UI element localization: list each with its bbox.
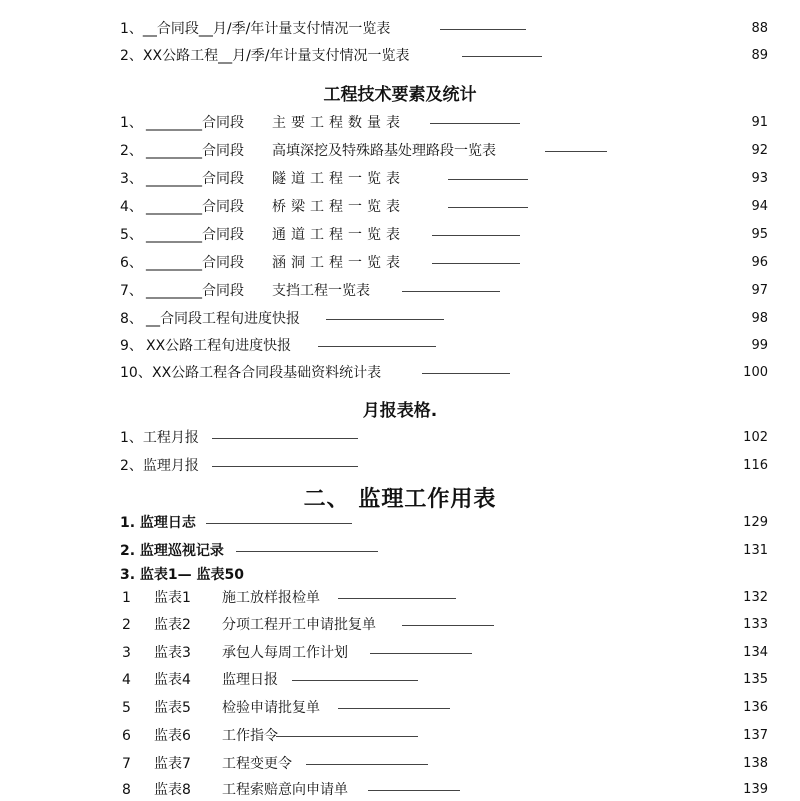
form-entry <box>0 642 800 664</box>
form-code: 监表5 <box>154 700 191 716</box>
toc-page-number: 99 <box>751 338 768 353</box>
form-entry <box>0 614 800 636</box>
toc-entry-label: 2、监理月报 <box>120 458 199 474</box>
form-number: 1 <box>122 590 131 606</box>
form-number: 3 <box>122 645 131 661</box>
entry-number: 8、 <box>120 311 143 327</box>
dot-leader <box>368 790 460 791</box>
toc-entry <box>0 540 800 562</box>
dot-leader <box>306 764 428 765</box>
dot-leader <box>545 151 607 152</box>
entry-number: 2、 <box>120 143 143 159</box>
form-number: 6 <box>122 728 131 744</box>
dot-leader <box>370 653 472 654</box>
form-code: 监表4 <box>154 672 191 688</box>
entry-number: 1、 <box>120 115 143 131</box>
toc-page-number: 136 <box>743 700 768 715</box>
toc-page-number: 116 <box>743 458 768 473</box>
form-entry <box>0 779 800 801</box>
toc-page-number: 97 <box>751 283 768 298</box>
toc-entry <box>0 224 800 246</box>
toc-entry-label: 1、__合同段__月/季/年计量支付情况一览表 <box>120 21 391 37</box>
toc-page-number: 133 <box>743 617 768 632</box>
entry-number: 5、 <box>120 227 143 243</box>
dot-leader <box>462 56 542 57</box>
toc-entry <box>0 280 800 302</box>
entry-number: 10、 <box>120 365 152 381</box>
toc-page-number: 134 <box>743 645 768 660</box>
form-title: 施工放样报检单 <box>222 590 320 606</box>
dot-leader <box>440 29 526 30</box>
form-title: 检验申请批复单 <box>222 700 320 716</box>
form-code: 监表1 <box>154 590 191 606</box>
entry-number: 4、 <box>120 199 143 215</box>
entry-segment: ________合同段 <box>146 199 244 215</box>
entry-number: 6、 <box>120 255 143 271</box>
entry-title: 主要工程数量表 <box>272 115 405 131</box>
form-number: 8 <box>122 782 131 798</box>
toc-entry <box>0 308 800 330</box>
toc-page-number: 138 <box>743 756 768 771</box>
dot-leader <box>236 551 378 552</box>
form-title: 承包人每周工作计划 <box>222 645 348 661</box>
toc-page-number: 94 <box>751 199 768 214</box>
toc-entry <box>0 252 800 274</box>
toc-page-number: 92 <box>751 143 768 158</box>
form-title: 工作指令 <box>222 728 278 744</box>
toc-page-number: 137 <box>743 728 768 743</box>
entry-title: 桥梁工程一览表 <box>272 199 405 215</box>
toc-entry-label: 1. 监理日志 <box>120 515 196 531</box>
form-title: 监理日报 <box>222 672 278 688</box>
form-number: 7 <box>122 756 131 772</box>
form-title: 工程索赔意向申请单 <box>222 782 348 798</box>
toc-page-number: 95 <box>751 227 768 242</box>
toc-entry <box>0 18 800 40</box>
toc-page-number: 131 <box>743 543 768 558</box>
toc-page-number: 98 <box>751 311 768 326</box>
form-entry <box>0 753 800 775</box>
dot-leader <box>338 598 456 599</box>
toc-page-number: 135 <box>743 672 768 687</box>
dot-leader <box>432 235 520 236</box>
dot-leader <box>212 466 358 467</box>
form-number: 2 <box>122 617 131 633</box>
form-entry <box>0 697 800 719</box>
toc-entry-label: 2、XX公路工程__月/季/年计量支付情况一览表 <box>120 48 410 64</box>
forms-subheading <box>0 564 800 586</box>
dot-leader <box>338 708 450 709</box>
entry-title: 涵洞工程一览表 <box>272 255 405 271</box>
dot-leader <box>432 263 520 264</box>
dot-leader <box>422 373 510 374</box>
dot-leader <box>326 319 444 320</box>
toc-entry-label: XX公路工程旬进度快报 <box>146 338 292 354</box>
form-entry <box>0 587 800 609</box>
toc-page-number: 129 <box>743 515 768 530</box>
form-code: 监表7 <box>154 756 191 772</box>
toc-entry-label: XX公路工程各合同段基础资料统计表 <box>152 365 382 381</box>
entry-title: 隧道工程一览表 <box>272 171 405 187</box>
dot-leader <box>448 179 528 180</box>
toc-entry <box>0 335 800 357</box>
dot-leader <box>318 346 436 347</box>
form-entry <box>0 669 800 691</box>
toc-entry-label: __合同段工程旬进度快报 <box>146 311 300 327</box>
toc-page-number: 93 <box>751 171 768 186</box>
entry-number: 7、 <box>120 283 143 299</box>
entry-title: 通道工程一览表 <box>272 227 405 243</box>
section-heading-monthly: 月报表格. <box>362 401 438 421</box>
toc-entry <box>0 140 800 162</box>
entry-number: 9、 <box>120 338 143 354</box>
entry-segment: ________合同段 <box>146 143 244 159</box>
toc-page-number: 88 <box>751 21 768 36</box>
form-title: 工程变更令 <box>222 756 292 772</box>
toc-page-number: 132 <box>743 590 768 605</box>
toc-page-number: 102 <box>743 430 768 445</box>
toc-entry <box>0 168 800 190</box>
form-code: 监表6 <box>154 728 191 744</box>
form-title: 分项工程开工申请批复单 <box>222 617 376 633</box>
toc-page-number: 96 <box>751 255 768 270</box>
toc-page-number: 100 <box>743 365 768 380</box>
entry-segment: ________合同段 <box>146 255 244 271</box>
form-number: 4 <box>122 672 131 688</box>
dot-leader <box>402 625 494 626</box>
dot-leader <box>276 736 418 737</box>
entry-segment: ________合同段 <box>146 227 244 243</box>
entry-title: 支挡工程一览表 <box>272 283 370 299</box>
toc-entry <box>0 196 800 218</box>
entry-segment: ________合同段 <box>146 283 244 299</box>
form-entry <box>0 725 800 747</box>
dot-leader <box>448 207 528 208</box>
entry-title: 高填深挖及特殊路基处理路段一览表 <box>272 143 496 159</box>
dot-leader <box>402 291 500 292</box>
toc-entry-label: 1、工程月报 <box>120 430 199 446</box>
toc-entry <box>0 455 800 477</box>
dot-leader <box>430 123 520 124</box>
entry-segment: ________合同段 <box>146 115 244 131</box>
toc-entry <box>0 362 800 384</box>
toc-entry <box>0 112 800 134</box>
form-code: 监表3 <box>154 645 191 661</box>
entry-number: 3、 <box>120 171 143 187</box>
form-code: 监表8 <box>154 782 191 798</box>
dot-leader <box>292 680 418 681</box>
forms-subheading-label: 3. 监表1— 监表50 <box>120 567 245 583</box>
form-code: 监表2 <box>154 617 191 633</box>
toc-entry <box>0 427 800 449</box>
section-heading-tech: 工程技术要素及统计 <box>323 85 477 105</box>
toc-entry <box>0 512 800 534</box>
toc-page-number: 89 <box>751 48 768 63</box>
dot-leader <box>212 438 358 439</box>
toc-page-number: 139 <box>743 782 768 797</box>
toc-entry-label: 2. 监理巡视记录 <box>120 543 224 559</box>
toc-page-number: 91 <box>751 115 768 130</box>
entry-segment: ________合同段 <box>146 171 244 187</box>
dot-leader <box>206 523 352 524</box>
section-heading-supervision: 二、 监理工作用表 <box>303 487 497 512</box>
form-number: 5 <box>122 700 131 716</box>
toc-entry <box>0 45 800 67</box>
